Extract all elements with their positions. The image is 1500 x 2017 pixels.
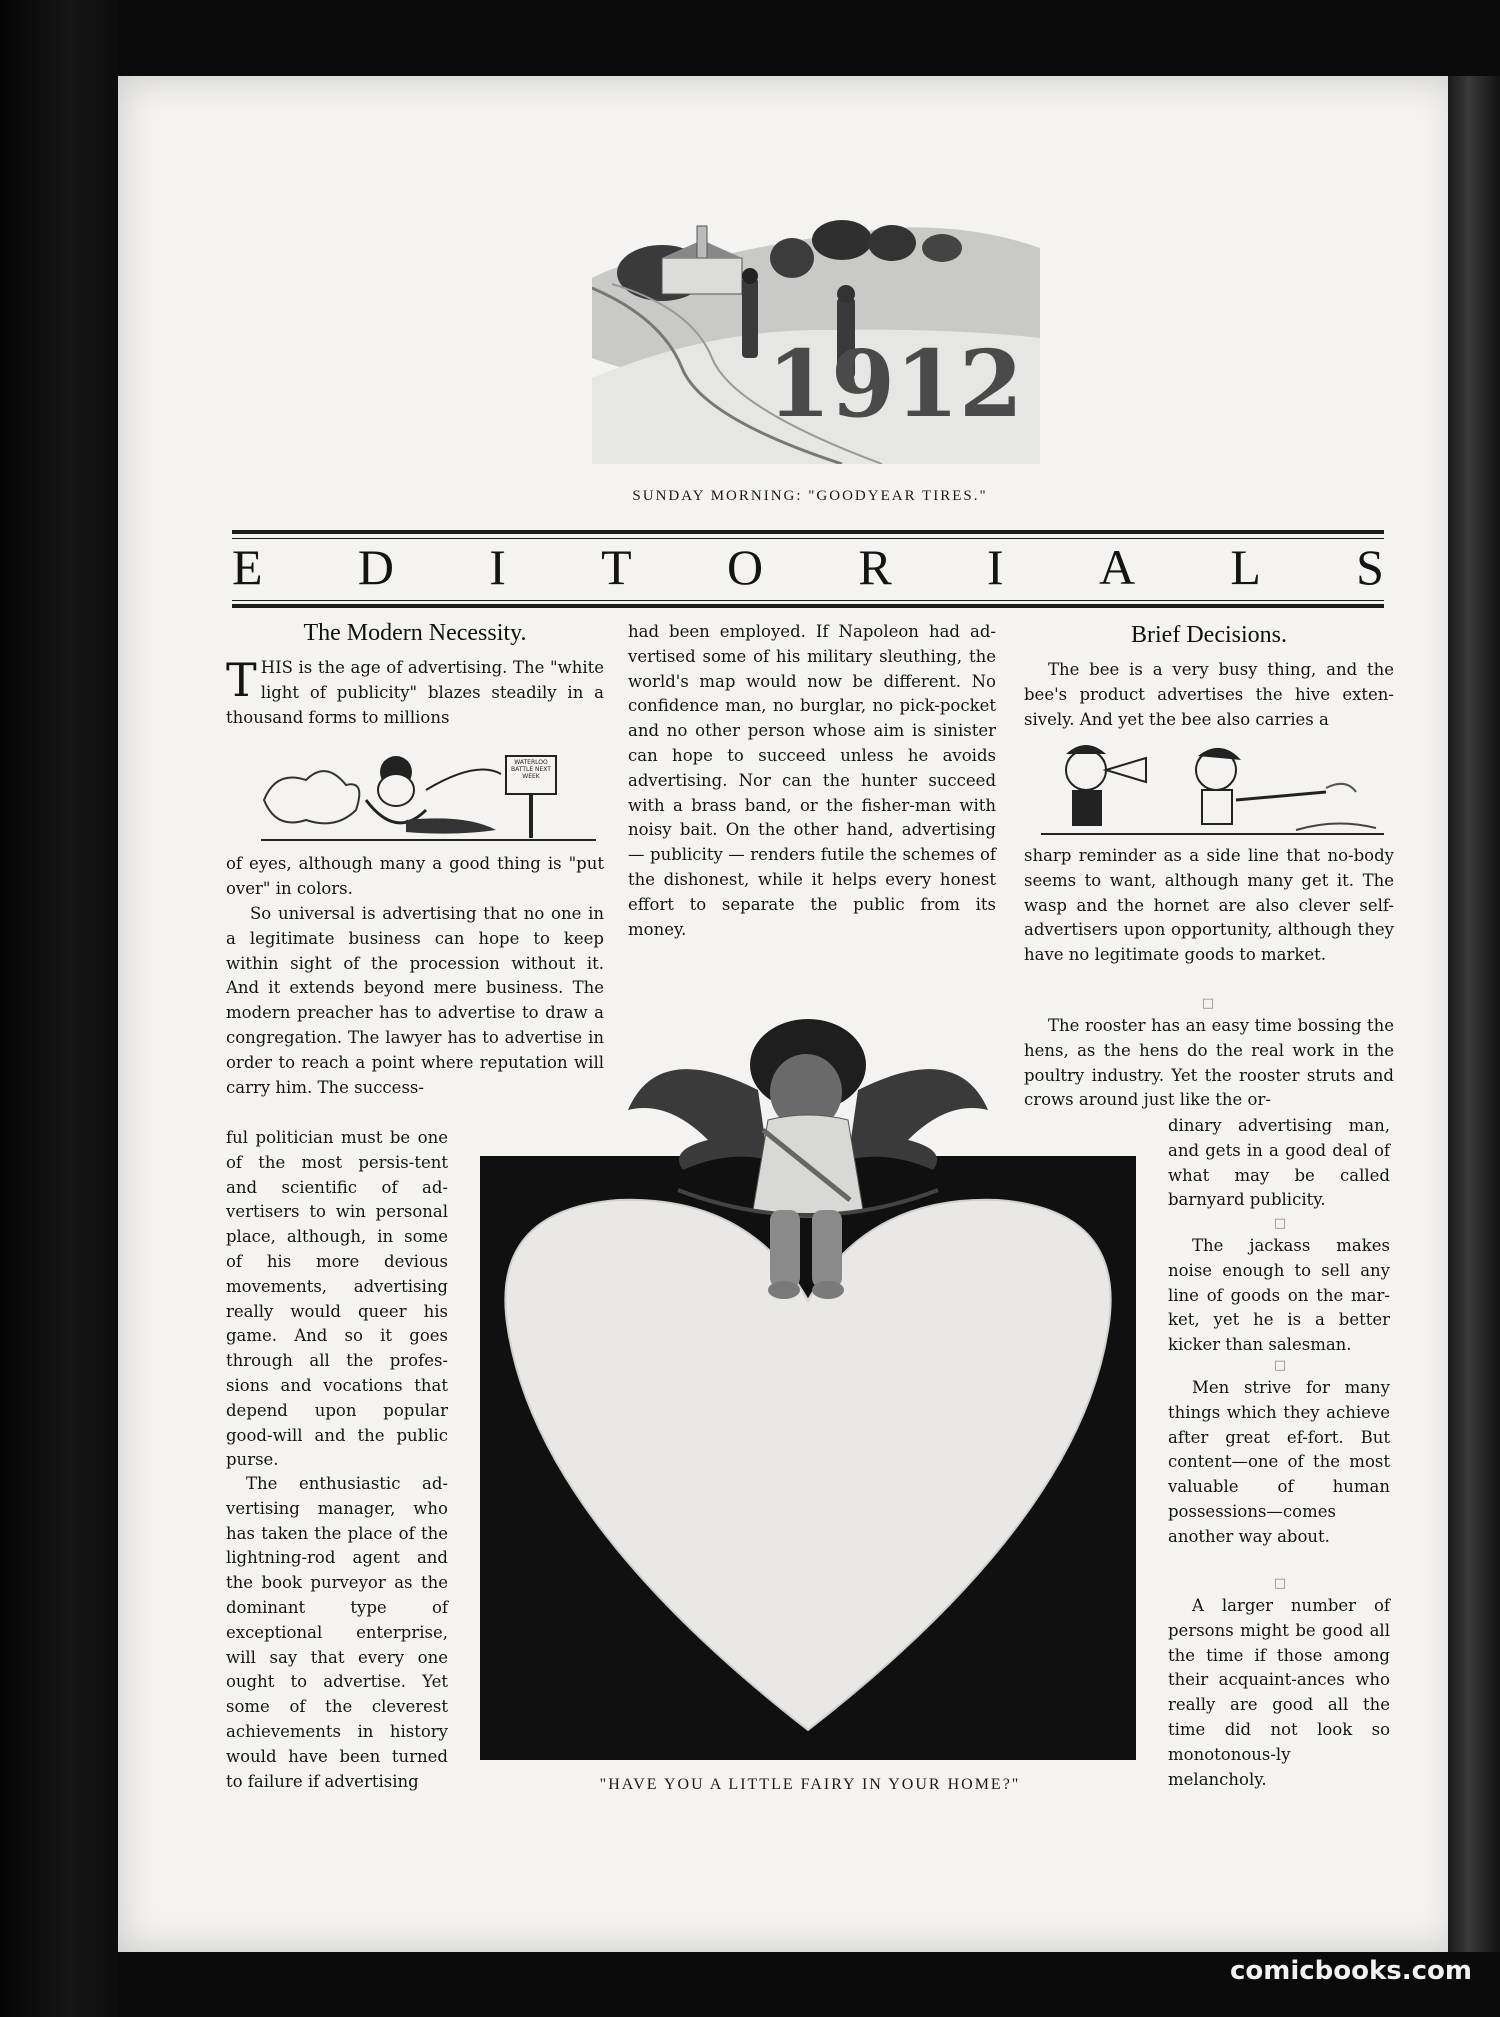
col2-paragraph: had been employed. If Napoleon had ad-vertised some of his military sleuthing, the world's map would now be different. No confidence man, no burglar, no pick-pocket and no other person whose aim is sinister can hope to succeed unless he avoids advertising. Nor can the hunter succeed with a brass band, or the fisher-man with noisy bait. On the other hand, advertising — publicity — renders futile the schemes of the dishonest, while it helps every honest effort to separate the public from its money.	[628, 622, 996, 939]
site-watermark: comicbooks.com	[1229, 1956, 1472, 1986]
col1-paragraph-2-narrow: ful politician must be one of the most persis-tent and scientific of ad-vertisers to win personal place, although, in some of his more devious movements, advertising really would queer his game. And so it goes through all the profes-sions and vocations that depend upon popular good-will and the public purse.	[226, 1128, 448, 1470]
col3-cartoon-bugle	[1036, 730, 1388, 840]
masthead-letter: E	[232, 539, 263, 595]
col1-paragraph-1-end: of eyes, although many a good thing is "put over" in colors.	[226, 854, 604, 898]
napoleon-cartoon-illustration	[256, 740, 602, 846]
section-separator: □	[1273, 1358, 1287, 1373]
page-edge-shadow	[1448, 76, 1500, 1952]
section-separator: □	[1201, 996, 1215, 1011]
section-separator: □	[1273, 1576, 1287, 1591]
col1-cartoon-napoleon	[256, 740, 602, 846]
year-1912-figures	[767, 278, 1024, 438]
cupid-on-heart-picture	[478, 1000, 1138, 1760]
year-digit: 1	[895, 330, 960, 438]
masthead-letter: R	[858, 539, 892, 595]
col3-paragraph-4: Men strive for many things which they achieve after great ef-fort. But content—one of the most valuable of human possessions—comes another way about.	[1168, 1378, 1390, 1546]
header-illustration-caption: SUNDAY MORNING: "GOODYEAR TIRES."	[632, 488, 988, 504]
cupid-illustration-caption: "HAVE YOU A LITTLE FAIRY IN YOUR HOME?"	[599, 1776, 1021, 1793]
masthead-rule-bottom	[232, 604, 1384, 608]
scan-dark-margin	[0, 0, 118, 2017]
bugle-and-hunter-cartoon	[1036, 730, 1388, 840]
masthead-letter: D	[357, 539, 394, 595]
col1-heading: The Modern Necessity.	[303, 620, 527, 646]
masthead-letter: A	[1098, 539, 1136, 595]
col3-paragraph-2: The rooster has an easy time bossing the hens, as the hens do the real work in the poultry industry. Yet the rooster struts and crows around just like the or-	[1024, 1016, 1394, 1110]
masthead-letter: I	[489, 539, 506, 595]
col3-heading: Brief Decisions.	[1131, 622, 1287, 648]
col3-paragraph-5: A larger number of persons might be good all the time if those among their acquaint-ances who really are good all the time did not look so monotonous-ly melancholy.	[1168, 1596, 1390, 1789]
masthead-letter: O	[726, 539, 764, 595]
cartoon-sign-text: WATERLOO BATTLE NEXT WEEK	[511, 759, 551, 780]
col3-paragraph-2-narrow: dinary advertising man, and gets in a good deal of what may be called barnyard publicity.	[1168, 1116, 1390, 1210]
col3-paragraph-1-end: sharp reminder as a side line that no-body seems to want, although many get it. The wasp and the hornet are also clever self-advertisers upon opportunity, although they have no legitimate goods to market.	[1024, 846, 1394, 965]
masthead-letter: S	[1356, 539, 1384, 595]
col1-paragraph-3: The enthusiastic ad-vertising manager, who has taken the place of the lightning-rod agent and the book purveyor as the dominant type of exceptional enterprise, will say that every one ought to advertise. Yet some of the cleverest achievements in history would have been turned to failure if advertising	[226, 1474, 448, 1791]
masthead-letter: I	[987, 539, 1004, 595]
masthead-letter: T	[601, 539, 632, 595]
col3-paragraph-1-start: The bee is a very busy thing, and the bee's product advertises the hive exten-sively. And yet the bee also carries a	[1024, 660, 1394, 729]
masthead-letter: L	[1230, 539, 1261, 595]
col1-para1-start: HIS is the age of advertising. The "white light of publicity" blazes steadily in a thousand forms to millions	[226, 658, 604, 727]
dropcap: T	[226, 653, 257, 707]
year-digit: 2	[959, 330, 1024, 438]
year-digit: 1	[767, 330, 832, 438]
col3-paragraph-3: The jackass makes noise enough to sell any line of goods on the mar-ket, yet he is a better kicker than salesman.	[1168, 1236, 1390, 1355]
masthead-editorials	[232, 534, 1384, 600]
masthead-rule-bottom-thin	[232, 600, 1384, 601]
year-digit: 9	[831, 330, 896, 438]
col1-paragraph-1	[226, 653, 604, 730]
cupid-heart-illustration	[478, 1000, 1138, 1760]
col1-paragraph-2: So universal is advertising that no one in a legitimate business can hope to keep within sight of the procession without it. And it extends beyond mere business. The modern preacher has to advertise to draw a congregation. The lawyer has to advertise in order to reach a point where reputation will carry him. The success-	[226, 904, 604, 1097]
section-separator: □	[1273, 1216, 1287, 1231]
header-illustration	[592, 218, 1040, 464]
